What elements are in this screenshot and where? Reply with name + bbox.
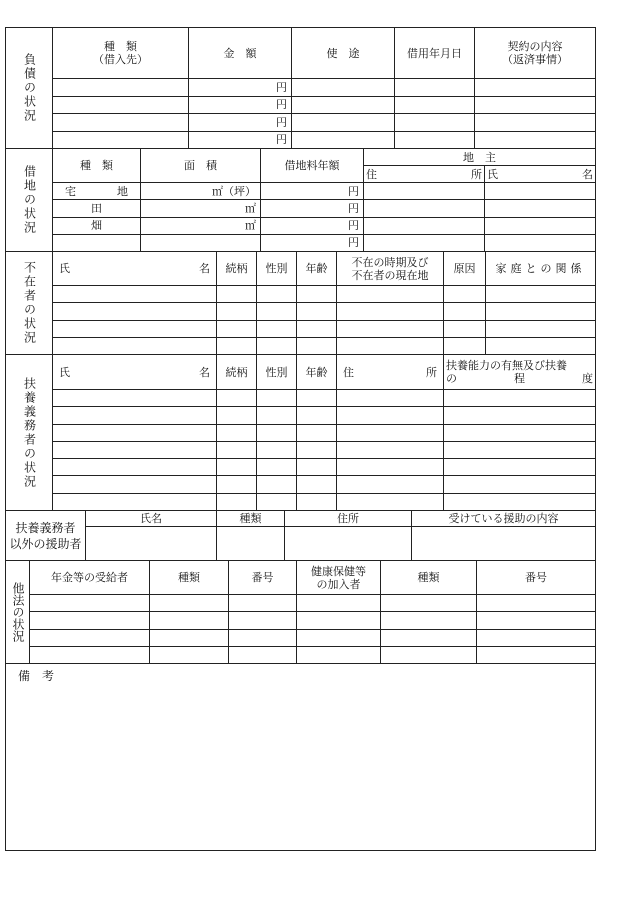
debt-header-date: 借用年月日 — [395, 28, 475, 79]
absent-cell[interactable] — [53, 320, 217, 337]
other-header-number2: 番号 — [477, 561, 596, 595]
debt-cell[interactable] — [53, 79, 189, 97]
support-cell[interactable] — [217, 441, 257, 458]
debt-cell[interactable] — [53, 96, 189, 114]
other-cell[interactable] — [150, 612, 229, 629]
helper-section — [5, 510, 596, 561]
land-cell[interactable] — [364, 217, 485, 234]
other-cell[interactable] — [30, 629, 150, 646]
other-cell[interactable] — [477, 646, 596, 663]
absent-cell[interactable] — [444, 303, 486, 320]
absent-cell[interactable] — [53, 303, 217, 320]
debt-cell[interactable] — [475, 114, 596, 132]
other-cell[interactable] — [150, 629, 229, 646]
other-cell[interactable] — [381, 612, 477, 629]
absent-side-label: 不在者の状況 — [6, 252, 53, 355]
absent-cell[interactable] — [53, 337, 217, 354]
other-cell[interactable] — [477, 595, 596, 612]
debt-cell[interactable] — [53, 114, 189, 132]
absent-header-age: 年齢 — [297, 252, 337, 286]
support-cell[interactable] — [53, 476, 217, 493]
absent-cell[interactable] — [486, 337, 596, 354]
support-cell[interactable] — [257, 493, 297, 510]
absent-header-family: 家庭との関係 — [486, 252, 596, 286]
absent-cell[interactable] — [217, 303, 257, 320]
helper-header-name: 氏名 — [86, 511, 217, 527]
debt-cell[interactable] — [53, 131, 189, 149]
absent-cell[interactable] — [217, 320, 257, 337]
absent-cell[interactable] — [217, 337, 257, 354]
remarks-label: 備 考 — [18, 669, 55, 683]
land-yen-unit: 円 — [261, 183, 364, 200]
helper-cell[interactable] — [217, 527, 285, 561]
other-cell[interactable] — [150, 595, 229, 612]
support-cell[interactable] — [53, 459, 217, 476]
support-header-address: 住 所 — [337, 355, 444, 390]
land-header-address: 住 所 — [364, 166, 485, 183]
land-cell[interactable] — [53, 234, 141, 251]
land-cell[interactable] — [364, 200, 485, 217]
helper-cell[interactable] — [86, 527, 217, 561]
absent-cell[interactable] — [257, 286, 297, 303]
support-cell[interactable] — [297, 459, 337, 476]
land-side-label: 借地の状況 — [6, 149, 53, 252]
support-cell[interactable] — [53, 441, 217, 458]
support-header-sex: 性別 — [257, 355, 297, 390]
other-cell[interactable] — [30, 612, 150, 629]
support-cell[interactable] — [297, 476, 337, 493]
absent-cell[interactable] — [257, 303, 297, 320]
land-cell[interactable] — [485, 200, 596, 217]
absent-header-cause: 原因 — [444, 252, 486, 286]
other-cell[interactable] — [297, 595, 381, 612]
absent-cell[interactable] — [257, 320, 297, 337]
debt-cell[interactable] — [292, 114, 395, 132]
support-cell[interactable] — [257, 390, 297, 407]
other-cell[interactable] — [229, 646, 297, 663]
other-header-recipient: 年金等の受給者 — [30, 561, 150, 595]
support-cell[interactable] — [217, 390, 257, 407]
support-cell[interactable] — [257, 441, 297, 458]
land-header-type: 種 類 — [53, 149, 141, 183]
other-cell[interactable] — [229, 629, 297, 646]
land-header-rent: 借地料年額 — [261, 149, 364, 183]
absent-cell[interactable] — [337, 337, 444, 354]
support-cell[interactable] — [217, 493, 257, 510]
absent-cell[interactable] — [217, 286, 257, 303]
debt-cell[interactable] — [395, 131, 475, 149]
support-cell[interactable] — [257, 407, 297, 424]
support-cell[interactable] — [297, 390, 337, 407]
other-cell[interactable] — [229, 595, 297, 612]
helper-header-assistance: 受けている援助の内容 — [412, 511, 596, 527]
support-cell[interactable] — [444, 493, 596, 510]
other-header-insured: 健康保健等 の加入者 — [297, 561, 381, 595]
support-cell[interactable] — [297, 424, 337, 441]
support-cell[interactable] — [53, 390, 217, 407]
debt-cell[interactable] — [395, 96, 475, 114]
absent-header-sex: 性別 — [257, 252, 297, 286]
debt-cell[interactable] — [292, 96, 395, 114]
land-yen-unit: 円 — [261, 234, 364, 251]
other-header-type: 種類 — [150, 561, 229, 595]
absent-cell[interactable] — [444, 286, 486, 303]
debt-header-type: 種 類 （借入先） — [53, 28, 189, 79]
land-cell[interactable] — [485, 183, 596, 200]
absent-header-name: 氏 名 — [53, 252, 217, 286]
land-yen-unit: 円 — [261, 217, 364, 234]
other-cell[interactable] — [477, 612, 596, 629]
other-law-section — [5, 560, 596, 664]
support-cell[interactable] — [257, 459, 297, 476]
absent-cell[interactable] — [486, 286, 596, 303]
other-cell[interactable] — [297, 629, 381, 646]
debt-cell[interactable] — [292, 131, 395, 149]
other-cell[interactable] — [297, 612, 381, 629]
support-cell[interactable] — [217, 407, 257, 424]
support-cell[interactable] — [444, 424, 596, 441]
debt-header-use: 使 途 — [292, 28, 395, 79]
absent-cell[interactable] — [297, 303, 337, 320]
absent-cell[interactable] — [444, 337, 486, 354]
land-row-type: 田 — [53, 200, 141, 217]
support-cell[interactable] — [297, 493, 337, 510]
support-cell[interactable] — [337, 441, 444, 458]
land-cell[interactable] — [485, 217, 596, 234]
debt-section — [5, 27, 596, 149]
land-header-owner: 地 主 — [364, 149, 596, 166]
support-cell[interactable] — [444, 476, 596, 493]
support-cell[interactable] — [444, 459, 596, 476]
other-side-label: 他法の状況 — [6, 561, 30, 664]
support-cell[interactable] — [337, 424, 444, 441]
debt-cell[interactable] — [395, 79, 475, 97]
absent-cell[interactable] — [486, 320, 596, 337]
debt-cell[interactable] — [475, 79, 596, 97]
other-header-type2: 種類 — [381, 561, 477, 595]
support-cell[interactable] — [337, 493, 444, 510]
support-cell[interactable] — [444, 407, 596, 424]
support-header-name: 氏 名 — [53, 355, 217, 390]
helper-cell[interactable] — [285, 527, 412, 561]
other-cell[interactable] — [477, 629, 596, 646]
debt-yen-unit: 円 — [189, 96, 292, 114]
support-cell[interactable] — [297, 407, 337, 424]
absent-cell[interactable] — [486, 303, 596, 320]
other-cell[interactable] — [381, 595, 477, 612]
absent-section — [5, 251, 596, 355]
support-cell[interactable] — [217, 424, 257, 441]
debt-cell[interactable] — [475, 96, 596, 114]
absent-header-relation: 続柄 — [217, 252, 257, 286]
debt-yen-unit: 円 — [189, 114, 292, 132]
support-cell[interactable] — [217, 459, 257, 476]
debt-cell[interactable] — [475, 131, 596, 149]
debt-cell[interactable] — [292, 79, 395, 97]
absent-cell[interactable] — [257, 337, 297, 354]
land-header-name: 氏 名 — [485, 166, 596, 183]
land-cell[interactable] — [485, 234, 596, 251]
land-area-unit: ㎡ — [141, 217, 261, 234]
land-cell[interactable] — [364, 183, 485, 200]
absent-cell[interactable] — [53, 286, 217, 303]
remarks-section[interactable] — [5, 663, 596, 851]
absent-cell[interactable] — [297, 286, 337, 303]
other-cell[interactable] — [229, 612, 297, 629]
support-cell[interactable] — [53, 424, 217, 441]
land-area-unit: ㎡ — [141, 200, 261, 217]
support-cell[interactable] — [53, 493, 217, 510]
absent-header-time-place: 不在の時期及び 不在者の現在地 — [337, 252, 444, 286]
support-side-label: 扶養義務者の状況 — [6, 355, 53, 511]
debt-side-label: 負債の状況 — [6, 28, 53, 149]
debt-header-contract: 契約の内容 （返済事情） — [475, 28, 596, 79]
land-row-type: 畑 — [53, 217, 141, 234]
support-cell[interactable] — [297, 441, 337, 458]
support-header-capacity: 扶養能力の有無及び扶養 の 程 度 — [444, 355, 596, 390]
absent-cell[interactable] — [337, 303, 444, 320]
land-header-area: 面 積 — [141, 149, 261, 183]
land-cell[interactable] — [141, 234, 261, 251]
helper-side-label: 扶養義務者 以外の援助者 — [6, 511, 86, 561]
other-cell[interactable] — [381, 629, 477, 646]
absent-cell[interactable] — [297, 320, 337, 337]
land-section — [5, 148, 596, 252]
support-cell[interactable] — [444, 390, 596, 407]
debt-yen-unit: 円 — [189, 79, 292, 97]
absent-cell[interactable] — [337, 320, 444, 337]
other-cell[interactable] — [150, 646, 229, 663]
support-cell[interactable] — [257, 476, 297, 493]
debt-header-amount: 金 額 — [189, 28, 292, 79]
land-row-type: 宅 地 — [53, 183, 141, 200]
support-header-relation: 続柄 — [217, 355, 257, 390]
helper-cell[interactable] — [412, 527, 596, 561]
other-cell[interactable] — [30, 595, 150, 612]
land-yen-unit: 円 — [261, 200, 364, 217]
helper-header-address: 住所 — [285, 511, 412, 527]
support-section — [5, 354, 596, 511]
other-cell[interactable] — [297, 646, 381, 663]
debt-yen-unit: 円 — [189, 131, 292, 149]
support-cell[interactable] — [217, 476, 257, 493]
support-cell[interactable] — [444, 441, 596, 458]
support-cell[interactable] — [257, 424, 297, 441]
helper-header-type: 種類 — [217, 511, 285, 527]
other-header-number: 番号 — [229, 561, 297, 595]
debt-cell[interactable] — [395, 114, 475, 132]
land-area-unit: ㎡（坪） — [141, 183, 261, 200]
support-cell[interactable] — [337, 390, 444, 407]
absent-cell[interactable] — [297, 337, 337, 354]
support-cell[interactable] — [53, 407, 217, 424]
other-cell[interactable] — [381, 646, 477, 663]
support-cell[interactable] — [337, 407, 444, 424]
support-cell[interactable] — [337, 476, 444, 493]
land-cell[interactable] — [364, 234, 485, 251]
other-cell[interactable] — [30, 646, 150, 663]
absent-cell[interactable] — [337, 286, 444, 303]
support-header-age: 年齢 — [297, 355, 337, 390]
support-cell[interactable] — [337, 459, 444, 476]
absent-cell[interactable] — [444, 320, 486, 337]
